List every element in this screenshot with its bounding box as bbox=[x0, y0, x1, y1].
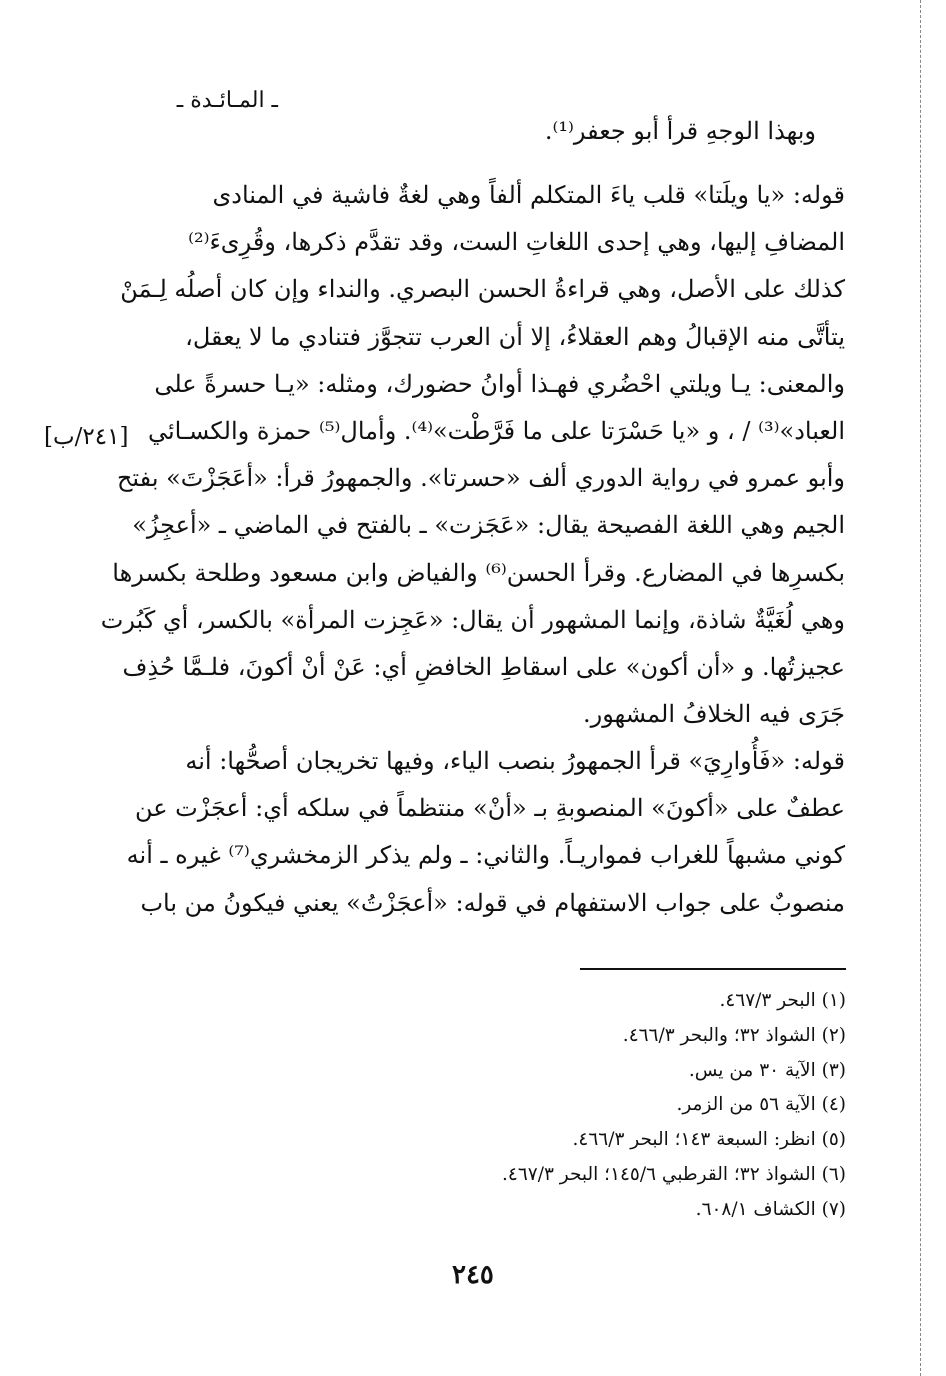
page-number: ٢٤٥ bbox=[452, 1260, 494, 1290]
text-line: عجيزتُها. و «أن أكون» على اسقاطِ الخافضِ أي: عَنْ أنْ أكونَ، فلـمَّا حُذِف bbox=[122, 652, 845, 681]
margin-folio-reference: [٢٤١/ب] bbox=[44, 424, 129, 450]
footnote: (٦) الشواذ ٣٢؛ القرطبي ١٤٥/٦؛ البحر ٤٦٧/٣. bbox=[502, 1163, 846, 1185]
text-line: جَرَى فيه الخلافُ المشهور. bbox=[583, 700, 845, 729]
text-line: المضافِ إليها، وهي إحدى اللغاتِ الست، وقد تقدَّم ذكرها، وقُرِىءَ⁽²⁾ bbox=[188, 228, 845, 257]
text-line: بكسرِها في المضارع. وقرأ الحسن⁽⁶⁾ والفياض وابن مسعود وطلحة بكسرها bbox=[112, 558, 845, 587]
text-line: يتأتَّى منه الإقبالُ وهم العقلاءُ، إلا أن العرب تتجوَّز فتنادي ما لا يعقل، bbox=[185, 322, 845, 351]
text-line: وهي لُغَيَّةٌ شاذة، وإنما المشهور أن يقال: «عَجِزت المرأة» بالكسر، أي كَبُرت bbox=[100, 605, 845, 634]
text-line: قوله: «يا ويلَتا» قلب ياءَ المتكلم ألفاً وهي لغةٌ فاشية في المنادى bbox=[212, 181, 845, 209]
footnote: (٧) الكشاف ٦٠٨/١. bbox=[695, 1198, 846, 1220]
text-line: منصوبٌ على جواب الاستفهام في قوله: «أعجَزْتُ» يعني فيكونُ من باب bbox=[140, 888, 845, 917]
text-line: كوني مشبهاً للغراب فمواريـاً. والثاني: ـ ولم يذكر الزمخشري⁽⁷⁾ غيره ـ أنه bbox=[126, 841, 845, 870]
text-line: كذلك على الأصل، وهي قراءةُ الحسن البصري. والنداء وإن كان أصلُه لِـمَنْ bbox=[120, 275, 845, 304]
footnote: (١) البحر ٤٦٧/٣. bbox=[719, 990, 846, 1011]
running-header: ـ المـائـدة ـ bbox=[176, 88, 278, 113]
paragraph-2 bbox=[126, 738, 845, 927]
text-line: العباد»⁽³⁾ / ، و «يا حَسْرَتا على ما فَرَّطْت»⁽⁴⁾. وأمال⁽⁵⁾ حمزة والكسـائي bbox=[147, 416, 845, 445]
text-line: قوله: «فَأُوارِيَ» قرأ الجمهورُ بنصب الياء، وفيها تخريجان أصحُّها: أنه bbox=[185, 747, 845, 775]
footnote: (٢) الشواذ ٣٢؛ والبحر ٤٦٦/٣. bbox=[622, 1024, 846, 1046]
paragraph-1 bbox=[100, 172, 845, 738]
footnote: (٣) الآية ٣٠ من يس. bbox=[688, 1059, 846, 1081]
footnote: (٥) انظر: السبعة ١٤٣؛ البحر ٤٦٦/٣. bbox=[572, 1129, 846, 1151]
text-line: وأبو عمرو في رواية الدوري ألف «حسرتا». والجمهورُ قرأ: «أعَجَزْتَ» بفتح bbox=[116, 464, 845, 493]
footnote-separator bbox=[580, 968, 846, 970]
page-edge-divider bbox=[920, 0, 921, 1376]
lead-line: وبهذا الوجهِ قرأ أبو جعفر⁽¹⁾. bbox=[544, 117, 816, 145]
footnote: (٤) الآية ٥٦ من الزمر. bbox=[676, 1094, 846, 1116]
text-line: عطفٌ على «أكونَ» المنصوبةِ بـ «أنْ» منتظماً في سلكه أي: أعجَزْت عن bbox=[134, 794, 845, 823]
footnotes bbox=[502, 984, 846, 1228]
text-line: الجيم وهي اللغة الفصيحة يقال: «عَجَزت» ـ بالفتح في الماضي ـ «أعجِزُ» bbox=[132, 511, 845, 540]
text-line: والمعنى: يـا ويلتي احْضُري فهـذا أوانُ حضورك، ومثله: «يـا حسرةً على bbox=[154, 369, 845, 398]
